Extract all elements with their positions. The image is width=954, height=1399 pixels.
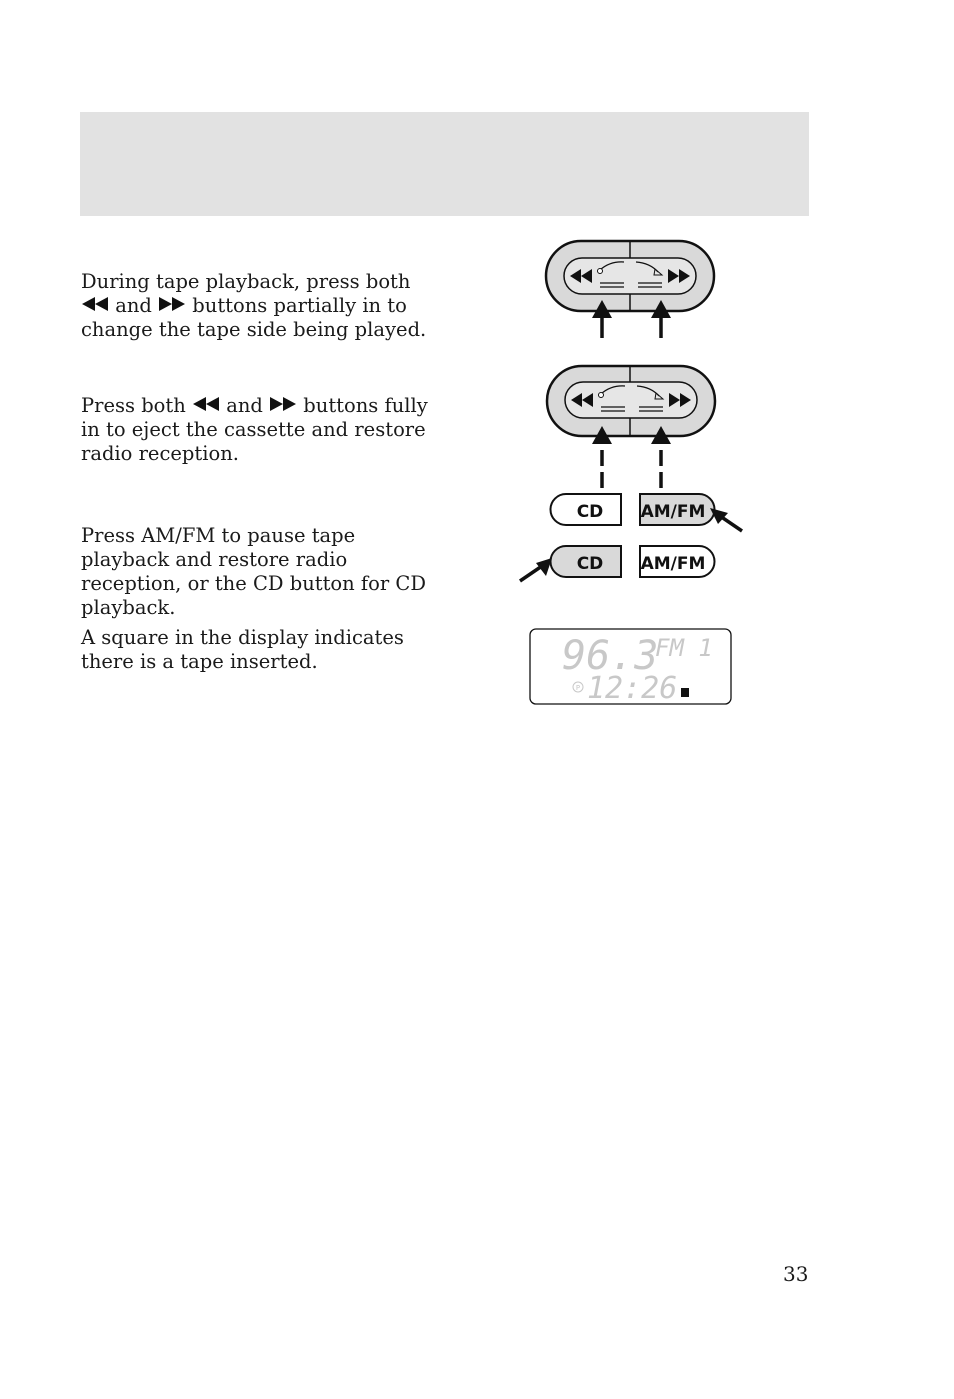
band-readout: FM 1 [655,634,713,662]
frequency-readout: 96.3 [562,633,659,679]
instruction-text: buttons fully in to eject the cassette and restore radio reception. [81,394,428,465]
cd-button-label: CD [576,502,604,522]
page-number: 33 [783,1262,809,1286]
clock-icon: P [575,684,581,692]
instruction-text: buttons partially in to change the tape side being played. [81,294,427,341]
fast-forward-icon [158,296,186,312]
cd-amfm-buttons-figure [515,490,750,588]
tape-buttons-partial-figure [540,236,730,344]
fast-forward-icon [269,396,297,412]
instruction-text: During tape playback, press both [81,270,411,293]
rewind-icon [81,296,109,312]
instruction-change-side [81,270,441,342]
instruction-text: Press both [81,394,186,417]
tape-buttons-eject-figure [540,360,730,492]
instruction-tape-indicator [81,626,441,674]
instruction-text: and [226,394,263,417]
instruction-text: Press AM/FM to pause tape playback and restore radio reception, or the CD button for CD playback. [81,524,426,619]
amfm-button[interactable] [640,494,715,525]
radio-display-figure [528,627,734,707]
amfm-button-label: AM/FM [640,554,706,574]
amfm-button[interactable] [640,546,715,577]
header-band [80,112,809,216]
cd-button[interactable] [551,494,622,525]
instruction-text: A square in the display indicates there is a tape inserted. [81,626,404,673]
instruction-amfm-cd [81,524,441,620]
cd-button[interactable] [551,546,622,577]
rewind-icon [192,396,220,412]
amfm-button-label: AM/FM [640,502,706,522]
cd-button-label: CD [576,554,604,574]
arrow-icon [520,558,552,581]
arrow-icon [710,508,742,531]
instruction-eject [81,394,441,466]
clock-readout: 12:26 [587,671,678,706]
instruction-text: and [115,294,152,317]
tape-inserted-indicator [681,688,689,697]
